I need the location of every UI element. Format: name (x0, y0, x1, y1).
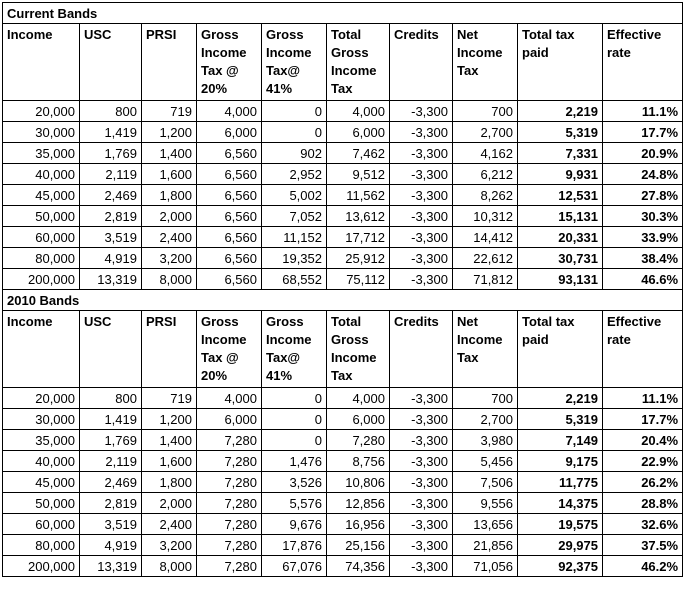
table-cell: 26.2% (603, 472, 683, 493)
table-row (3, 535, 683, 556)
table-cell: 7,280 (197, 472, 262, 493)
table-cell: 27.8% (603, 185, 683, 206)
table-row (3, 101, 683, 122)
table-cell: 19,575 (518, 514, 603, 535)
table-cell: 22.9% (603, 451, 683, 472)
table-row (3, 206, 683, 227)
column-header: Income (3, 24, 80, 101)
table-cell: 11.1% (603, 101, 683, 122)
table-cell: 0 (262, 122, 327, 143)
table-cell: 50,000 (3, 206, 80, 227)
table-cell: 3,526 (262, 472, 327, 493)
table-cell: 74,356 (327, 556, 390, 577)
column-header-row (3, 24, 683, 101)
table-cell: 800 (80, 388, 142, 409)
table-cell: 5,002 (262, 185, 327, 206)
table-cell: 14,412 (453, 227, 518, 248)
table-cell: 20,331 (518, 227, 603, 248)
column-header: Net Income Tax (453, 311, 518, 388)
table-cell: 11,775 (518, 472, 603, 493)
table-cell: 4,000 (327, 101, 390, 122)
table-cell: 71,812 (453, 269, 518, 290)
table-cell: -3,300 (390, 185, 453, 206)
table-cell: 0 (262, 101, 327, 122)
table-row (3, 556, 683, 577)
table-cell: 7,280 (197, 430, 262, 451)
table-cell: 37.5% (603, 535, 683, 556)
table-row (3, 514, 683, 535)
table-cell: 7,280 (197, 493, 262, 514)
table-cell: 40,000 (3, 451, 80, 472)
table-cell: 719 (142, 101, 197, 122)
table-cell: 1,600 (142, 451, 197, 472)
section-title-row (3, 290, 683, 311)
table-cell: 719 (142, 388, 197, 409)
table-cell: 2,119 (80, 164, 142, 185)
table-cell: 1,400 (142, 430, 197, 451)
table-cell: 5,456 (453, 451, 518, 472)
table-cell: 35,000 (3, 430, 80, 451)
table-cell: 1,400 (142, 143, 197, 164)
table-cell: 4,000 (197, 388, 262, 409)
table-cell: 28.8% (603, 493, 683, 514)
table-cell: -3,300 (390, 535, 453, 556)
table-cell: 6,560 (197, 164, 262, 185)
table-cell: 1,419 (80, 409, 142, 430)
table-cell: -3,300 (390, 143, 453, 164)
table-cell: 30.3% (603, 206, 683, 227)
table-cell: 19,352 (262, 248, 327, 269)
table-cell: 20.9% (603, 143, 683, 164)
table-cell: 9,676 (262, 514, 327, 535)
table-cell: 50,000 (3, 493, 80, 514)
table-cell: -3,300 (390, 556, 453, 577)
table-cell: 16,956 (327, 514, 390, 535)
table-cell: 7,280 (197, 556, 262, 577)
table-cell: 2,700 (453, 409, 518, 430)
table-cell: -3,300 (390, 206, 453, 227)
column-header: Gross Income Tax@ 41% (262, 311, 327, 388)
table-cell: 45,000 (3, 472, 80, 493)
table-cell: 3,200 (142, 535, 197, 556)
table-cell: 6,000 (197, 409, 262, 430)
table-cell: 9,931 (518, 164, 603, 185)
table-cell: 13,319 (80, 556, 142, 577)
table-cell: 4,919 (80, 248, 142, 269)
table-row (3, 472, 683, 493)
table-cell: 800 (80, 101, 142, 122)
table-cell: 92,375 (518, 556, 603, 577)
table-cell: 1,769 (80, 143, 142, 164)
table-cell: 2,469 (80, 185, 142, 206)
table-row (3, 185, 683, 206)
table-cell: 20,000 (3, 388, 80, 409)
column-header: Total Gross Income Tax (327, 24, 390, 101)
table-cell: 7,331 (518, 143, 603, 164)
section-title: Current Bands (3, 3, 683, 24)
table-row (3, 122, 683, 143)
table-cell: 24.8% (603, 164, 683, 185)
table-cell: 6,560 (197, 206, 262, 227)
table-cell: 17.7% (603, 409, 683, 430)
table-cell: 2,219 (518, 388, 603, 409)
table-cell: 46.2% (603, 556, 683, 577)
table-cell: 1,200 (142, 409, 197, 430)
table-cell: 20,000 (3, 101, 80, 122)
column-header: USC (80, 311, 142, 388)
table-cell: 902 (262, 143, 327, 164)
table-cell: 3,519 (80, 227, 142, 248)
table-cell: 60,000 (3, 227, 80, 248)
table-cell: 6,000 (327, 409, 390, 430)
table-cell: 5,576 (262, 493, 327, 514)
table-row (3, 388, 683, 409)
table-cell: 67,076 (262, 556, 327, 577)
table-cell: 700 (453, 388, 518, 409)
table-cell: 2,952 (262, 164, 327, 185)
column-header: Effective rate (603, 24, 683, 101)
table-cell: 8,000 (142, 269, 197, 290)
table-cell: 7,052 (262, 206, 327, 227)
table-cell: 5,319 (518, 409, 603, 430)
column-header: Total Gross Income Tax (327, 311, 390, 388)
tax-comparison-table (2, 2, 683, 577)
table-cell: 0 (262, 430, 327, 451)
table-row (3, 269, 683, 290)
table-cell: 10,312 (453, 206, 518, 227)
table-cell: 6,560 (197, 248, 262, 269)
table-cell: 1,476 (262, 451, 327, 472)
table-cell: 6,560 (197, 269, 262, 290)
table-cell: 4,000 (197, 101, 262, 122)
table-cell: -3,300 (390, 388, 453, 409)
table-cell: 3,519 (80, 514, 142, 535)
table-cell: 8,756 (327, 451, 390, 472)
table-cell: 11.1% (603, 388, 683, 409)
table-cell: -3,300 (390, 164, 453, 185)
table-cell: 6,212 (453, 164, 518, 185)
table-cell: 10,806 (327, 472, 390, 493)
table-cell: 30,000 (3, 122, 80, 143)
section-title-row (3, 3, 683, 24)
table-cell: 2,119 (80, 451, 142, 472)
column-header: Net Income Tax (453, 24, 518, 101)
table-cell: 22,612 (453, 248, 518, 269)
table-cell: 80,000 (3, 535, 80, 556)
table-cell: 8,262 (453, 185, 518, 206)
table-cell: 2,469 (80, 472, 142, 493)
table-cell: 1,800 (142, 472, 197, 493)
table-cell: -3,300 (390, 472, 453, 493)
table-cell: -3,300 (390, 451, 453, 472)
table-cell: 13,612 (327, 206, 390, 227)
table-cell: 3,980 (453, 430, 518, 451)
table-row (3, 493, 683, 514)
table-cell: 1,769 (80, 430, 142, 451)
table-cell: -3,300 (390, 227, 453, 248)
table-cell: -3,300 (390, 101, 453, 122)
table-cell: 14,375 (518, 493, 603, 514)
table-cell: 1,419 (80, 122, 142, 143)
table-cell: 33.9% (603, 227, 683, 248)
table-cell: -3,300 (390, 409, 453, 430)
column-header: Gross Income Tax@ 41% (262, 24, 327, 101)
table-cell: 5,319 (518, 122, 603, 143)
table-cell: -3,300 (390, 122, 453, 143)
table-cell: 35,000 (3, 143, 80, 164)
column-header: PRSI (142, 24, 197, 101)
table-cell: -3,300 (390, 248, 453, 269)
table-cell: 13,319 (80, 269, 142, 290)
column-header: Credits (390, 24, 453, 101)
table-cell: 8,000 (142, 556, 197, 577)
table-cell: 40,000 (3, 164, 80, 185)
table-cell: 4,162 (453, 143, 518, 164)
table-cell: 9,556 (453, 493, 518, 514)
table-cell: 2,000 (142, 493, 197, 514)
table-cell: 71,056 (453, 556, 518, 577)
table-cell: 2,219 (518, 101, 603, 122)
table-row (3, 227, 683, 248)
table-cell: 80,000 (3, 248, 80, 269)
table-cell: 15,131 (518, 206, 603, 227)
column-header: Gross Income Tax @ 20% (197, 24, 262, 101)
table-cell: 17,712 (327, 227, 390, 248)
column-header: USC (80, 24, 142, 101)
table-cell: 75,112 (327, 269, 390, 290)
table-cell: 25,156 (327, 535, 390, 556)
table-cell: 2,819 (80, 206, 142, 227)
table-cell: 6,560 (197, 185, 262, 206)
table-cell: 7,462 (327, 143, 390, 164)
table-cell: 11,152 (262, 227, 327, 248)
table-cell: 4,000 (327, 388, 390, 409)
table-cell: 2,700 (453, 122, 518, 143)
table-cell: 1,800 (142, 185, 197, 206)
table-row (3, 451, 683, 472)
table-cell: 2,400 (142, 227, 197, 248)
table-cell: -3,300 (390, 269, 453, 290)
table-cell: 25,912 (327, 248, 390, 269)
column-header: PRSI (142, 311, 197, 388)
column-header: Total tax paid (518, 311, 603, 388)
table-cell: 17,876 (262, 535, 327, 556)
table-row (3, 143, 683, 164)
table-cell: 30,731 (518, 248, 603, 269)
table-cell: 6,560 (197, 227, 262, 248)
table-cell: 30,000 (3, 409, 80, 430)
table-cell: 38.4% (603, 248, 683, 269)
table-cell: 200,000 (3, 269, 80, 290)
table-row (3, 409, 683, 430)
table-cell: 1,600 (142, 164, 197, 185)
table-cell: 46.6% (603, 269, 683, 290)
table-cell: 7,149 (518, 430, 603, 451)
column-header: Gross Income Tax @ 20% (197, 311, 262, 388)
table-cell: 0 (262, 388, 327, 409)
table-cell: 1,200 (142, 122, 197, 143)
table-cell: 9,175 (518, 451, 603, 472)
column-header: Total tax paid (518, 24, 603, 101)
table-cell: 21,856 (453, 535, 518, 556)
table-cell: 0 (262, 409, 327, 430)
table-cell: 12,531 (518, 185, 603, 206)
table-cell: 2,000 (142, 206, 197, 227)
column-header: Effective rate (603, 311, 683, 388)
table-cell: 29,975 (518, 535, 603, 556)
table-row (3, 248, 683, 269)
table-cell: 6,000 (327, 122, 390, 143)
table-cell: 17.7% (603, 122, 683, 143)
table-cell: -3,300 (390, 514, 453, 535)
table-cell: 7,280 (197, 451, 262, 472)
table-cell: 68,552 (262, 269, 327, 290)
table-cell: 7,280 (197, 514, 262, 535)
column-header-row (3, 311, 683, 388)
table-cell: 13,656 (453, 514, 518, 535)
table-cell: 45,000 (3, 185, 80, 206)
table-cell: 12,856 (327, 493, 390, 514)
table-cell: 20.4% (603, 430, 683, 451)
table-row (3, 430, 683, 451)
table-cell: 11,562 (327, 185, 390, 206)
table-cell: 700 (453, 101, 518, 122)
table-cell: 32.6% (603, 514, 683, 535)
table-cell: 200,000 (3, 556, 80, 577)
table-cell: 93,131 (518, 269, 603, 290)
table-cell: -3,300 (390, 493, 453, 514)
table-cell: 7,506 (453, 472, 518, 493)
table-cell: 7,280 (327, 430, 390, 451)
table-cell: 2,400 (142, 514, 197, 535)
table-cell: 60,000 (3, 514, 80, 535)
table-cell: 9,512 (327, 164, 390, 185)
table-cell: 6,560 (197, 143, 262, 164)
table-cell: 4,919 (80, 535, 142, 556)
table-cell: -3,300 (390, 430, 453, 451)
table-row (3, 164, 683, 185)
table-cell: 2,819 (80, 493, 142, 514)
table-cell: 3,200 (142, 248, 197, 269)
column-header: Credits (390, 311, 453, 388)
table-cell: 7,280 (197, 535, 262, 556)
table-cell: 6,000 (197, 122, 262, 143)
column-header: Income (3, 311, 80, 388)
section-title: 2010 Bands (3, 290, 683, 311)
